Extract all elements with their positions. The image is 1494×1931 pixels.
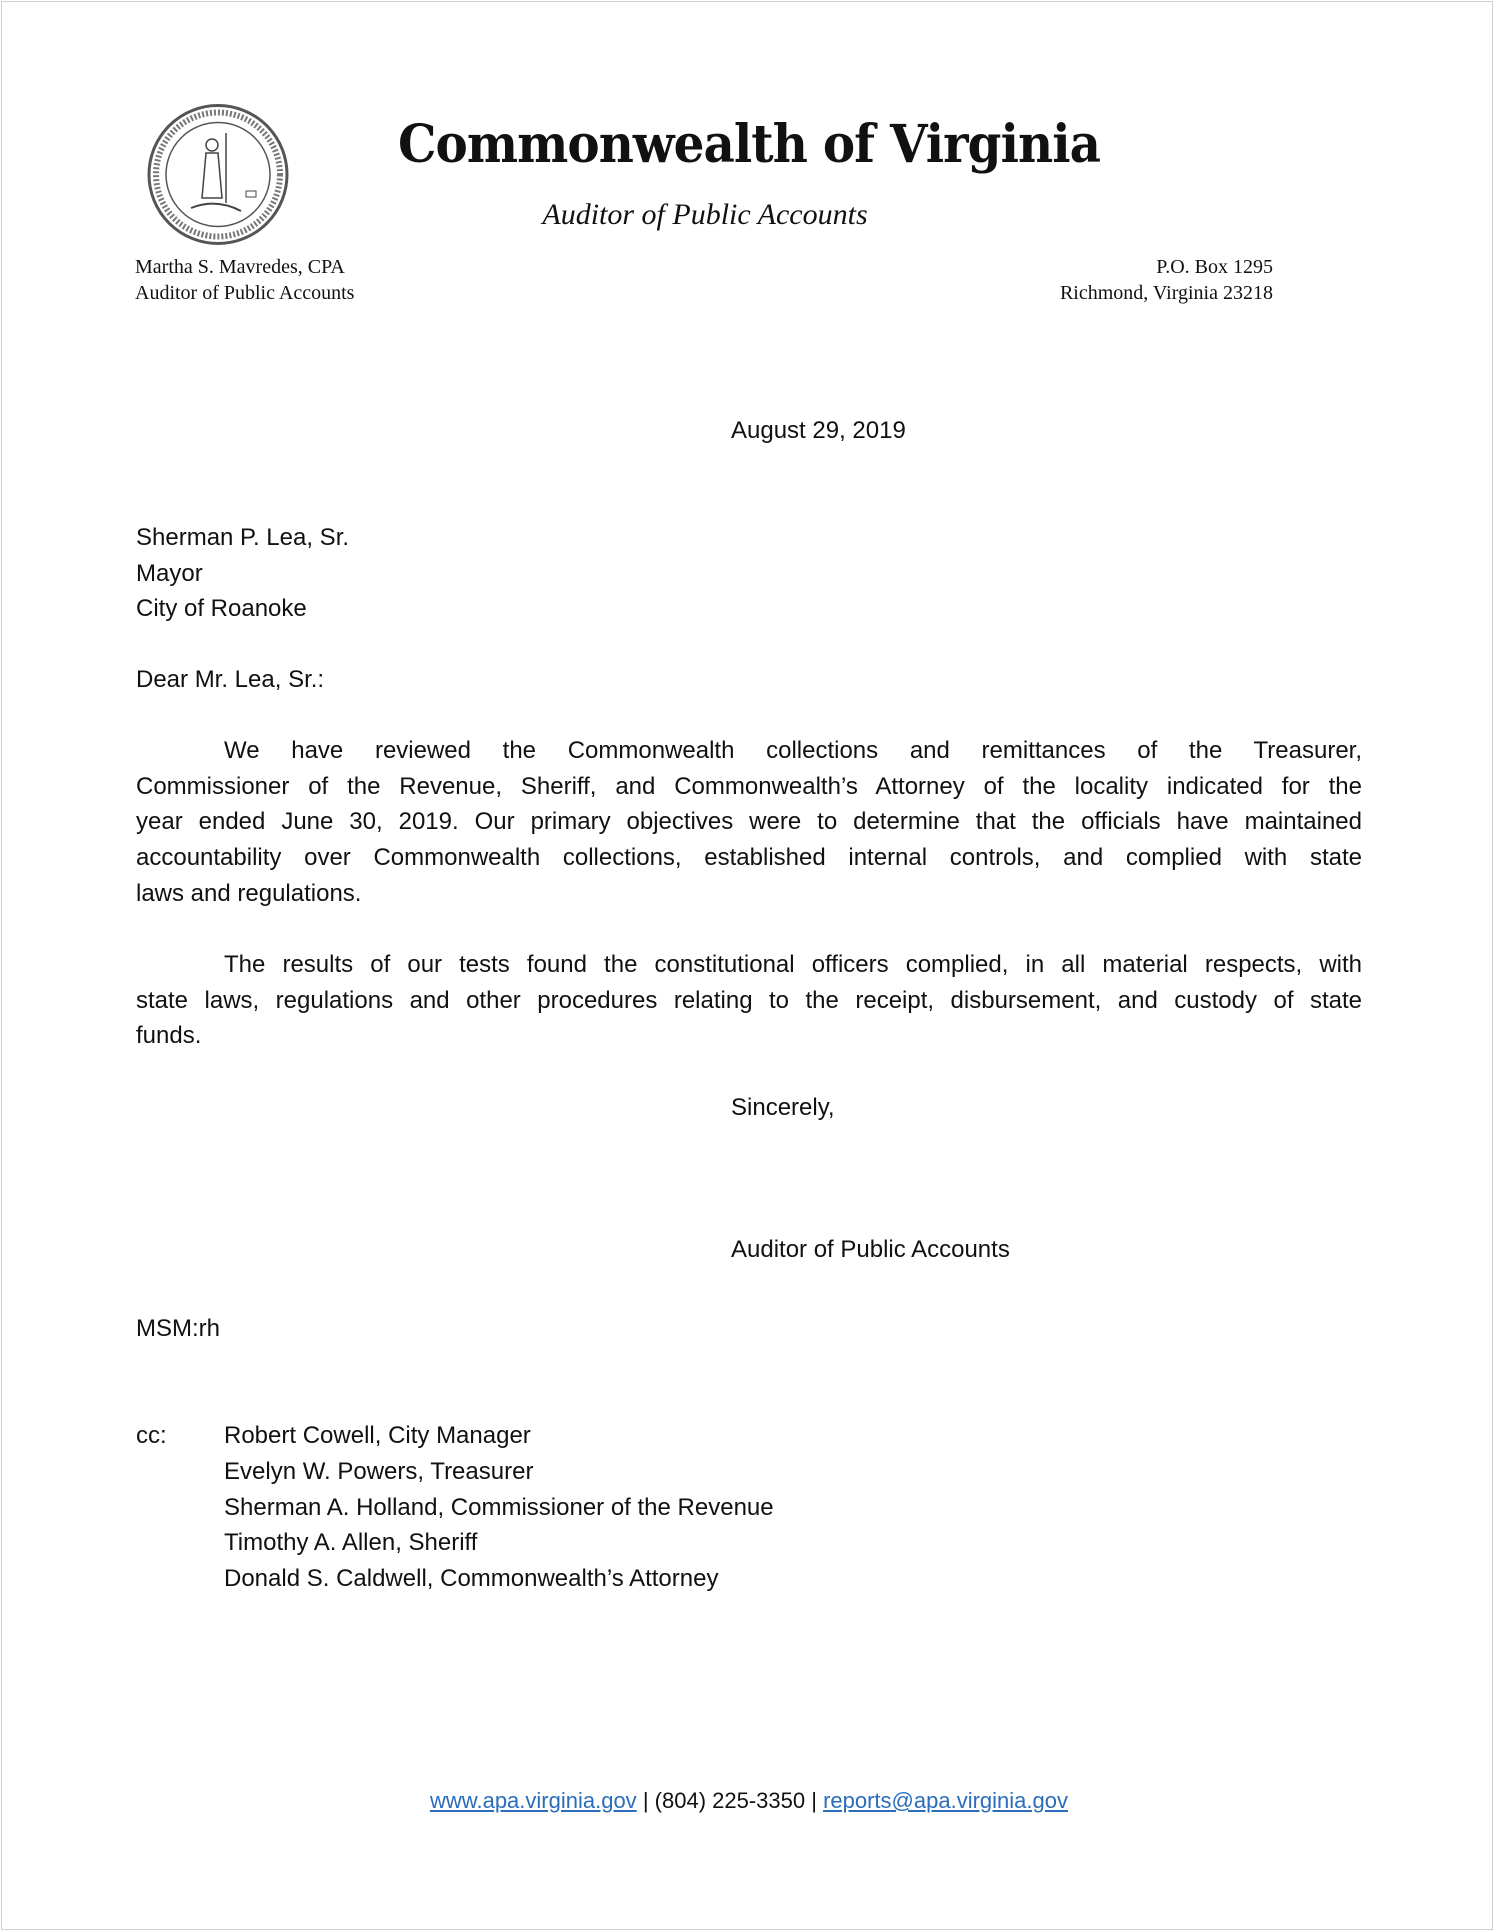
body-paragraph-1	[136, 733, 1362, 911]
salutation: Dear Mr. Lea, Sr.:	[136, 666, 325, 693]
cc-item: Donald S. Caldwell, Commonwealth’s Attorney	[224, 1565, 719, 1592]
cc-item: Robert Cowell, City Manager	[224, 1422, 531, 1449]
recipient-title: Mayor	[136, 560, 203, 587]
initials: MSM:rh	[136, 1315, 220, 1342]
auditor-name: Martha S. Mavredes, CPA	[135, 256, 345, 278]
paragraph-line: state laws, regulations and other procedures relating to the receipt, disbursement, and custody of state	[136, 986, 1362, 1014]
closing: Sincerely,	[731, 1094, 835, 1121]
paragraph-line: funds.	[136, 1022, 202, 1050]
letter-date: August 29, 2019	[731, 417, 906, 444]
letterhead-title: Commonwealth of Virginia	[398, 114, 1101, 175]
footer	[2, 1788, 1494, 1814]
signature-title: Auditor of Public Accounts	[731, 1236, 1010, 1263]
po-box: P.O. Box 1295	[1156, 256, 1273, 278]
body-paragraph-2	[136, 947, 1362, 1054]
website-link[interactable]: www.apa.virginia.gov	[430, 1788, 637, 1813]
letter-page	[1, 1, 1493, 1930]
cc-item: Timothy A. Allen, Sheriff	[224, 1529, 478, 1556]
paragraph-line: Commissioner of the Revenue, Sheriff, and Commonwealth’s Attorney of the locality indicated for the	[136, 772, 1362, 800]
paragraph-line: laws and regulations.	[136, 879, 362, 907]
recipient-organization: City of Roanoke	[136, 595, 307, 622]
letterhead-subtitle: Auditor of Public Accounts	[542, 198, 868, 231]
email-link[interactable]: reports@apa.virginia.gov	[823, 1788, 1068, 1813]
cc-item: Sherman A. Holland, Commissioner of the Revenue	[224, 1494, 774, 1521]
address-block	[1060, 254, 1273, 306]
auditor-name-block	[135, 254, 354, 306]
recipient-name: Sherman P. Lea, Sr.	[136, 524, 350, 551]
paragraph-line: year ended June 30, 2019. Our primary objectives were to determine that the officials have maintained	[136, 808, 1362, 836]
city-state-zip: Richmond, Virginia 23218	[1059, 282, 1273, 304]
auditor-title: Auditor of Public Accounts	[135, 282, 355, 304]
cc-label: cc:	[136, 1422, 167, 1449]
virginia-seal-icon	[146, 103, 290, 246]
separator: |	[642, 1788, 649, 1813]
paragraph-line: accountability over Commonwealth collections, established internal controls, and complied with state	[136, 844, 1362, 872]
paragraph-line: We have reviewed the Commonwealth collections and remittances of the Treasurer,	[224, 737, 1362, 764]
phone-number: (804) 225-3350	[654, 1788, 806, 1813]
paragraph-line: The results of our tests found the constitutional officers complied, in all material respects, with	[224, 951, 1362, 978]
cc-item: Evelyn W. Powers, Treasurer	[224, 1458, 534, 1485]
separator: |	[811, 1788, 817, 1813]
